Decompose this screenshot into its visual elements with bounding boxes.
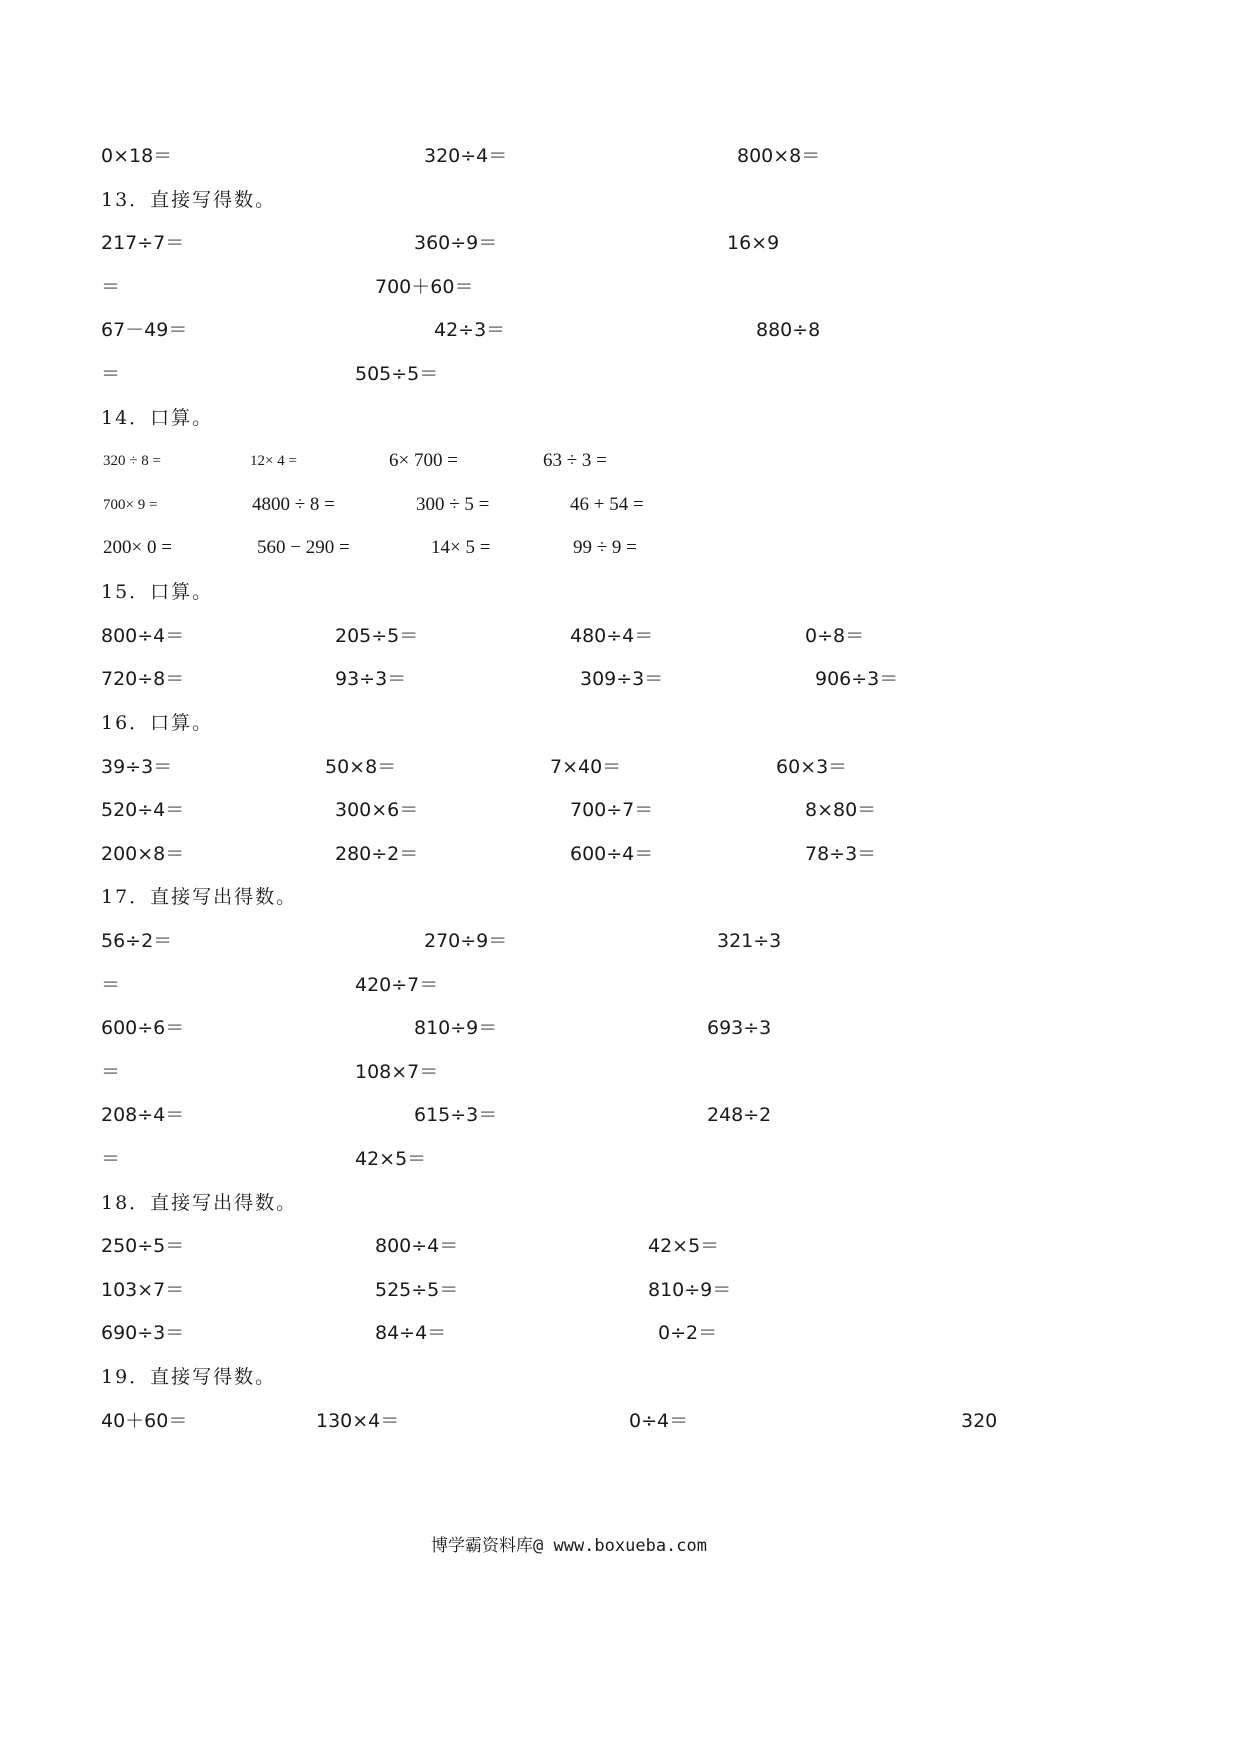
problem: 720÷8＝ (101, 668, 185, 690)
problem: 309÷3＝ (580, 668, 664, 690)
problem: 6× 700 = (389, 450, 458, 471)
problem: 16×9 (727, 232, 780, 254)
problem: 208÷4＝ (101, 1104, 185, 1126)
question-heading: 15．口算。 (101, 581, 214, 603)
problem: 810÷9＝ (414, 1017, 498, 1039)
problem: 63 ÷ 3 = (543, 450, 607, 471)
problem: 480÷4＝ (570, 625, 654, 647)
problem: 67－49＝ (101, 319, 188, 341)
problem: 200× 0 = (103, 537, 172, 558)
problem: 615÷3＝ (414, 1104, 498, 1126)
problem: 217÷7＝ (101, 232, 185, 254)
question-heading: 18．直接写出得数。 (101, 1192, 298, 1214)
problem: 60×3＝ (776, 756, 848, 778)
question-heading: 14．口算。 (101, 407, 214, 429)
problem: 906÷3＝ (815, 668, 899, 690)
problem: 50×8＝ (325, 756, 397, 778)
problem: 46 + 54 = (570, 494, 644, 515)
problem: 693÷3 (707, 1017, 772, 1039)
footer-watermark: 博学霸资料库@ www.boxueba.com (431, 1536, 707, 1556)
question-heading: 16．口算。 (101, 712, 214, 734)
problem: ＝ (101, 276, 121, 298)
problem: 0÷8＝ (805, 625, 865, 647)
problem: 0÷4＝ (629, 1410, 689, 1432)
problem: 700÷7＝ (570, 799, 654, 821)
problem: 0×18＝ (101, 145, 173, 167)
problem: 42×5＝ (355, 1148, 427, 1170)
problem: 205÷5＝ (335, 625, 419, 647)
problem: 600÷6＝ (101, 1017, 185, 1039)
problem: 300 ÷ 5 = (416, 494, 490, 515)
problem: 880÷8 (756, 319, 821, 341)
problem: 7×40＝ (550, 756, 622, 778)
problem: 300×6＝ (335, 799, 419, 821)
problem: ＝ (101, 974, 121, 996)
problem: ＝ (101, 363, 121, 385)
problem: 42×5＝ (648, 1235, 720, 1257)
problem: 800×8＝ (737, 145, 821, 167)
problem: 56÷2＝ (101, 930, 173, 952)
problem: 690÷3＝ (101, 1322, 185, 1344)
problem: 40＋60＝ (101, 1410, 188, 1432)
problem: 420÷7＝ (355, 974, 439, 996)
problem: 280÷2＝ (335, 843, 419, 865)
problem: 93÷3＝ (335, 668, 407, 690)
problem: 84÷4＝ (375, 1322, 447, 1344)
problem: 99 ÷ 9 = (573, 537, 637, 558)
problem: 103×7＝ (101, 1279, 185, 1301)
problem: 39÷3＝ (101, 756, 173, 778)
problem: 4800 ÷ 8 = (252, 494, 335, 515)
problem: 320÷4＝ (424, 145, 508, 167)
problem: 14× 5 = (431, 537, 491, 558)
problem: 525÷5＝ (375, 1279, 459, 1301)
problem: ＝ (101, 1061, 121, 1083)
problem: 270÷9＝ (424, 930, 508, 952)
problem: 560 − 290 = (257, 537, 350, 558)
problem: 8×80＝ (805, 799, 877, 821)
problem: 810÷9＝ (648, 1279, 732, 1301)
problem: 130×4＝ (316, 1410, 400, 1432)
question-heading: 13．直接写得数。 (101, 189, 277, 211)
problem: 108×7＝ (355, 1061, 439, 1083)
problem: 200×8＝ (101, 843, 185, 865)
problem: 600÷4＝ (570, 843, 654, 865)
question-heading: 17．直接写出得数。 (101, 886, 298, 908)
problem: 360÷9＝ (414, 232, 498, 254)
problem: 800÷4＝ (101, 625, 185, 647)
problem: 248÷2 (707, 1104, 772, 1126)
problem: 78÷3＝ (805, 843, 877, 865)
problem: 505÷5＝ (355, 363, 439, 385)
problem: 321÷3 (717, 930, 782, 952)
problem: 800÷4＝ (375, 1235, 459, 1257)
problem: ＝ (101, 1148, 121, 1170)
problem: 250÷5＝ (101, 1235, 185, 1257)
problem: 320 (961, 1410, 998, 1432)
problem: 320 ÷ 8 = (103, 453, 161, 469)
problem: 12× 4 = (250, 453, 297, 469)
problem: 42÷3＝ (434, 319, 506, 341)
problem: 700＋60＝ (375, 276, 474, 298)
question-heading: 19．直接写得数。 (101, 1366, 277, 1388)
problem: 700× 9 = (103, 497, 158, 513)
problem: 520÷4＝ (101, 799, 185, 821)
problem: 0÷2＝ (658, 1322, 718, 1344)
